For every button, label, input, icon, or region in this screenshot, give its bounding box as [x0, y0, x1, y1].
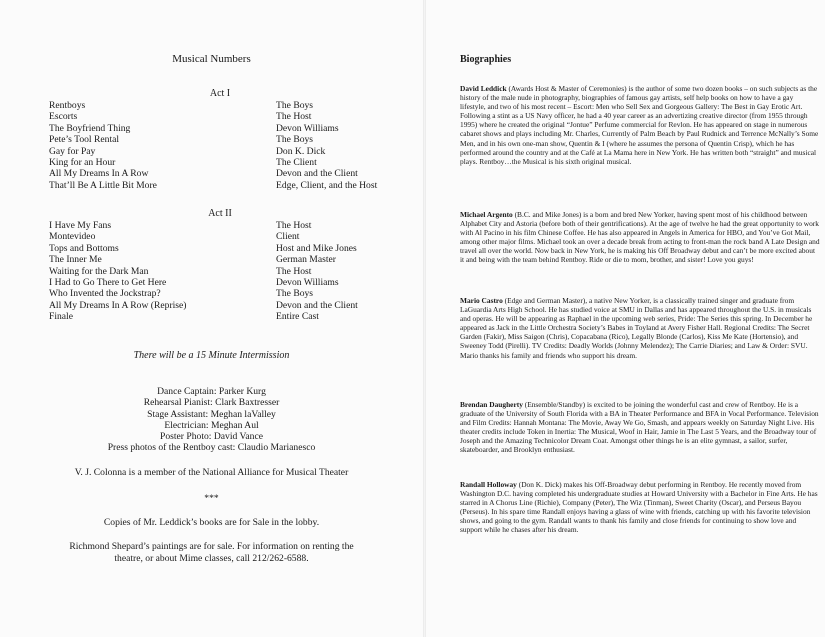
- song-performers: The Boys: [276, 288, 314, 300]
- song-performers: The Boys: [276, 100, 314, 111]
- song-title: All My Dreams In A Row (Reprise): [49, 299, 187, 311]
- song-title: Gay for Pay: [49, 145, 96, 157]
- song-performers: Devon and the Client: [276, 168, 358, 180]
- alliance-note: V. J. Colonna is a member of the National Alliance for Musical Theater: [74, 467, 349, 478]
- song-row: [49, 157, 419, 168]
- bio-text: (Awards Host & Master of Ceremonies) is the author of some two dozen books – on such subjects as the history of the male nude in photography, biographies of famous gay artists, self help books on how to have a gay lifestyle, and two of his most recent – Escort: Men who Sell Sex and Gorgeous Gallery: The Best in Gay Erotic Art. Following a stint as a US Navy officer, he had a 40 year career as an advertizing creative director (from 1955 through 1995) where he created the original “Jontue” Perfume commercial for Revlon. He has appeared on stage in numerous cabaret shows and plays including Mr. Charles, Currently of Palm Beach by Paul Rudnick and Terrence McNally’s Some Men, and in his own one-man show, Quentin & I (where he assumes the persona of Quentin Crisp), which he has performed around the country and at the Café at La Mama here in New York. He has written both “straight” and musical plays. Rentboy…the Musical is his sixth original musical.: [460, 84, 819, 166]
- bio-michael-argento: [460, 210, 820, 265]
- song-row: [49, 300, 419, 311]
- musical-numbers-title: Musical Numbers: [172, 53, 251, 65]
- song-performers: Don K. Dick: [276, 145, 326, 157]
- bio-name: Randall Holloway: [460, 480, 517, 489]
- biographies-title: Biographies: [460, 54, 512, 65]
- song-row: [49, 134, 419, 145]
- song-row: [49, 180, 419, 191]
- intermission-note: There will be a 15 Minute Intermission: [133, 350, 290, 361]
- books-note: Copies of Mr. Leddick’s books are for Sale in the lobby.: [103, 517, 320, 528]
- song-row: [49, 277, 419, 288]
- song-row: [49, 311, 419, 322]
- song-title: Finale: [49, 311, 73, 323]
- song-performers: The Boys: [276, 134, 314, 146]
- song-title: I Had to Go There to Get Here: [49, 277, 167, 289]
- song-title: Rentboys: [49, 100, 86, 111]
- song-row: [49, 111, 419, 122]
- song-title: Montevideo: [49, 231, 96, 243]
- paintings-note-line1: Richmond Shepard’s paintings are for sale. For information on renting the: [69, 541, 354, 552]
- song-title: Who Invented the Jockstrap?: [49, 288, 161, 300]
- song-performers: German Master: [276, 254, 336, 266]
- act2-heading: Act II: [208, 208, 232, 219]
- bio-text: (B.C. and Mike Jones) is a born and bred New Yorker, having spent most of his childhood between Alphabet City and Astoria (before both of their gentrifications). At the age of twelve he had the great opportunity to work with Al Pacino in his film Chinese Coffee. He has also appeared in Angels in America for HBO, and You’ve Got Mail, among other major films. Michael took an over a decade break from acting to front-man the rock band A Late Design and travel all over the world. Now back in New York, he is making his Off Broadway debut and can’t be more excited about it and being with the team behind Rentboy. Ride or die to mom, brother, and sister! Love you guys!: [460, 210, 820, 265]
- song-performers: The Host: [276, 111, 312, 123]
- song-title: The Inner Me: [49, 254, 102, 266]
- bio-mario-castro: [460, 296, 820, 360]
- bio-text: (Edge and German Master), a native New Yorker, is a classically trained singer and graduate from LaGuardia Arts High School. He has studied voice at SMU in Dallas and has appeared throughout the U.S. in musicals and operas. He will be appearing as Raphael in the upcoming web series, Pride: The Series this spring. In December he appeared as Jack in the Little Orchestra Society’s Babes in Toyland at Avery Fisher Hall. Regional Credits: The Secret Garden (Fakir), Miss Saigon (Chris), Copacabana (Rico), Legally Blonde (Carlos), Kiss Me Kate (Hortensio), and Sweeney Todd (Pirelli). TV Credits: Deadly Worlds (Johnny Melendez); The Carrie Diaries; and Law & Order: SVU. Mario thanks his family and friends who support his dream.: [460, 296, 813, 360]
- song-performers: Edge, Client, and the Host: [276, 179, 378, 191]
- bio-randall-holloway: [460, 480, 820, 535]
- bio-name: Mario Castro: [460, 296, 503, 305]
- song-row: [49, 220, 419, 231]
- song-row: [49, 231, 419, 242]
- production-credits: [0, 386, 423, 454]
- right-page: [426, 0, 825, 637]
- bio-name: Michael Argento: [460, 210, 513, 219]
- song-performers: The Client: [276, 157, 317, 169]
- song-performers: Devon Williams: [276, 122, 339, 134]
- song-row: [49, 100, 419, 111]
- song-title: King for an Hour: [49, 157, 116, 169]
- credit-line: Rehearsal Pianist: Clark Baxtresser: [143, 397, 280, 409]
- song-title: Pete’s Tool Rental: [49, 134, 120, 146]
- act1-song-list: [49, 100, 419, 191]
- song-performers: The Host: [276, 265, 312, 277]
- credit-line: Press photos of the Rentboy cast: Claudio Marianesco: [107, 442, 316, 454]
- song-row: [49, 266, 419, 277]
- credit-line: Stage Assistant: Meghan laValley: [147, 408, 276, 420]
- song-performers: The Host: [276, 220, 312, 231]
- bio-brendan-daugherty: [460, 400, 820, 455]
- bio-name: David Leddick: [460, 84, 507, 93]
- bio-david-leddick: [460, 84, 820, 166]
- act1-heading: Act I: [209, 88, 231, 99]
- song-title: Tops and Bottoms: [49, 242, 119, 254]
- credit-line: Poster Photo: David Vance: [160, 431, 263, 443]
- song-row: [49, 123, 419, 134]
- song-row: [49, 288, 419, 299]
- song-performers: Devon and the Client: [276, 299, 358, 311]
- bio-text: (Ensemble/Standby) is excited to be joining the wonderful cast and crew of Rentboy. He is a graduate of the University of South Florida with a BA in Theater Performance and BFA in Vocal Performance. Television and Film Credits: Hannah Montana: The Movie, Away We Go, Smash, and appears weekly on Saturday Night Live. His theater credits include Token in Inertia: The Musical, Woof in Hair, Jamie in The Last 5 Years, and the Broadway tour of Joseph and the Amazing Technicolor Dream Coat. Amongst other things he is an elite gymnast, a sailor, surfer, skateboarder, and Brooklyn enthusiast.: [460, 400, 819, 455]
- credit-line: Dance Captain: Parker Kurg: [157, 386, 266, 397]
- song-row: [49, 254, 419, 265]
- song-title: That’ll Be A Little Bit More: [49, 179, 157, 191]
- song-title: The Boyfriend Thing: [49, 122, 131, 134]
- act2-song-list: [49, 220, 419, 323]
- credit-line: Electrician: Meghan Aul: [164, 419, 259, 431]
- song-row: [49, 168, 419, 179]
- bio-name: Brendan Daugherty: [460, 400, 523, 409]
- paintings-note-line2: theatre, or about Mime classes, call 212/262-6588.: [114, 553, 309, 564]
- song-title: I Have My Fans: [49, 220, 112, 231]
- separator: ***: [204, 493, 219, 504]
- song-performers: Devon Williams: [276, 277, 339, 289]
- bio-text: (Don K. Dick) makes his Off-Broadway debut performing in Rentboy. He recently moved from Washington D.C. having completed his undergraduate studies at Howard University with a Bachelor in Fine Arts. He has starred in A Chorus Line (Richie), Company (Peter), The Wiz (Tinman), Sweet Charity (Oscar), and Perseus Bayou (Perseus). In his spare time Randall enjoys having a glass of wine with friends, catching up with his favorite television shows, and going to the gym. Randall wants to thank his family and close friends for continuing to show love and support while he chases after his dream.: [460, 480, 818, 535]
- song-row: [49, 243, 419, 254]
- song-title: Waiting for the Dark Man: [49, 265, 149, 277]
- song-performers: Host and Mike Jones: [276, 242, 357, 254]
- song-title: Escorts: [49, 111, 78, 123]
- song-row: [49, 146, 419, 157]
- song-title: All My Dreams In A Row: [49, 168, 149, 180]
- song-performers: Client: [276, 231, 300, 243]
- song-performers: Entire Cast: [276, 311, 319, 323]
